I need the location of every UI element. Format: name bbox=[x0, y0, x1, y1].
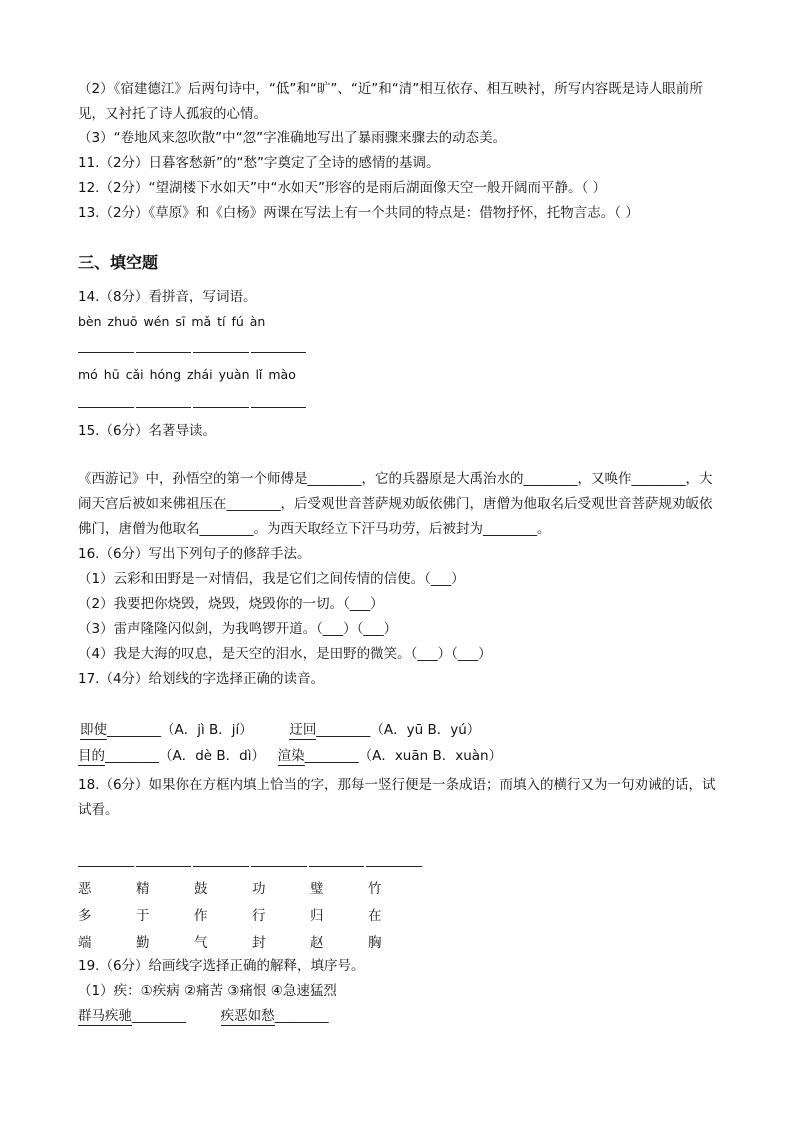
section-title: 三、填空题 bbox=[78, 253, 159, 272]
word-blanks-row-1[interactable] bbox=[78, 352, 306, 353]
underlined-word: 即使 bbox=[80, 722, 107, 738]
question-11: 11.（2分）日暮客愁新”的“愁”字奠定了全诗的感情的基调。 bbox=[78, 155, 440, 171]
answer-options: ________（A．dè B．dì） bbox=[105, 748, 265, 764]
question-18-title: 18.（6分）如果你在方框内填上恰当的字，那每一竖行便是一条成语；而填入的横行又为一句劝诫的话，试试看。 bbox=[78, 777, 716, 818]
underlined-phrase: 疾恶如愁 bbox=[220, 1008, 275, 1024]
pinyin-row-2: mó hū cǎi hóng zhái yuàn lǐ mào bbox=[78, 367, 296, 382]
question-17-row-1 bbox=[80, 721, 480, 739]
question-12: 12.（2分）“望湖楼下水如天”中“水如天”形容的是雨后湖面像天空一般开阔而平静。（ ） bbox=[78, 180, 607, 196]
question-13: 13.（2分）《草原》和《白杨》两课在写法上有一个共同的特点是：借物抒怀，托物言志。（ ） bbox=[78, 205, 639, 221]
idiom-grid-row-2: 多 于 作 行 归 在 bbox=[78, 908, 382, 924]
question-15-title: 15.（6分）名著导读。 bbox=[78, 423, 217, 439]
question-14-title: 14.（8分）看拼音，写词语。 bbox=[78, 289, 257, 305]
question-16-item-3: （3）雷声隆隆闪似剑，为我鸣锣开道。（___）（___） bbox=[78, 621, 398, 637]
question-16-title: 16.（6分）写出下列句子的修辞手法。 bbox=[78, 546, 311, 562]
question-19-options: （1）疾：①疾病 ②痛苦 ③痛恨 ④急速猛烈 bbox=[78, 983, 337, 999]
underlined-phrase: 群马疾驰 bbox=[78, 1008, 132, 1024]
question-19-row bbox=[78, 1007, 329, 1025]
question-16-item-1: （1）云彩和田野是一对情侣，我是它们之间传情的信使。（___） bbox=[78, 571, 465, 587]
idiom-grid-row-1: 恶 精 鼓 功 璧 竹 bbox=[78, 881, 382, 897]
underlined-word: 渲染 bbox=[277, 748, 305, 764]
answer-options: ________（A．jì B．jí） bbox=[107, 722, 253, 738]
underlined-word: 目的 bbox=[78, 748, 105, 764]
answer-note-3: （3）“卷地风来忽吹散”中“忽”字准确地写出了暴雨骤来骤去的动态美。 bbox=[78, 130, 507, 146]
idiom-grid-row-3: 端 勤 气 封 赵 胸 bbox=[78, 935, 382, 951]
underlined-word: 迂回 bbox=[289, 722, 317, 738]
answer-blank[interactable]: ________ bbox=[132, 1008, 186, 1024]
answer-note-2: （2）《宿建德江》后两句诗中，“低”和“旷”、“近”和“清”相互依存、相互映衬，所写内容既是诗人眼前所见，又衬托了诗人孤寂的心情。 bbox=[78, 81, 703, 122]
question-17-row-2 bbox=[78, 747, 502, 765]
answer-blank[interactable]: ________ bbox=[274, 1008, 329, 1024]
question-16-item-4: （4）我是大海的叹息，是天空的泪水，是田野的微笑。（___）（___） bbox=[78, 646, 492, 662]
question-17-title: 17.（4分）给划线的字选择正确的读音。 bbox=[78, 671, 325, 687]
answer-options: ________（A．yū B．yú） bbox=[316, 722, 481, 738]
word-blanks-row-2[interactable] bbox=[78, 407, 306, 408]
idiom-blanks[interactable] bbox=[78, 866, 422, 867]
question-16-item-2: （2）我要把你烧毁，烧毁，烧毁你的一切。（___） bbox=[78, 596, 384, 612]
question-15-text: 《西游记》中，孙悟空的第一个师傅是________，它的兵器原是大禹治水的________，又唤作________，大闹天宫后被如来佛祖压在________，后受观世音菩萨规劝皈依佛门，唐僧为他取名后受观世音菩萨规劝皈依佛门，唐僧为他取名________。为西天取经立下汗马功劳，后被封为________。 bbox=[78, 471, 713, 537]
answer-options: ________（A．xuān B．xuàn） bbox=[304, 748, 503, 764]
question-19-title: 19.（6分）给画线字选择正确的解释，填序号。 bbox=[78, 958, 365, 974]
pinyin-row-1: bèn zhuō wén sī mǎ tí fú àn bbox=[78, 314, 266, 329]
